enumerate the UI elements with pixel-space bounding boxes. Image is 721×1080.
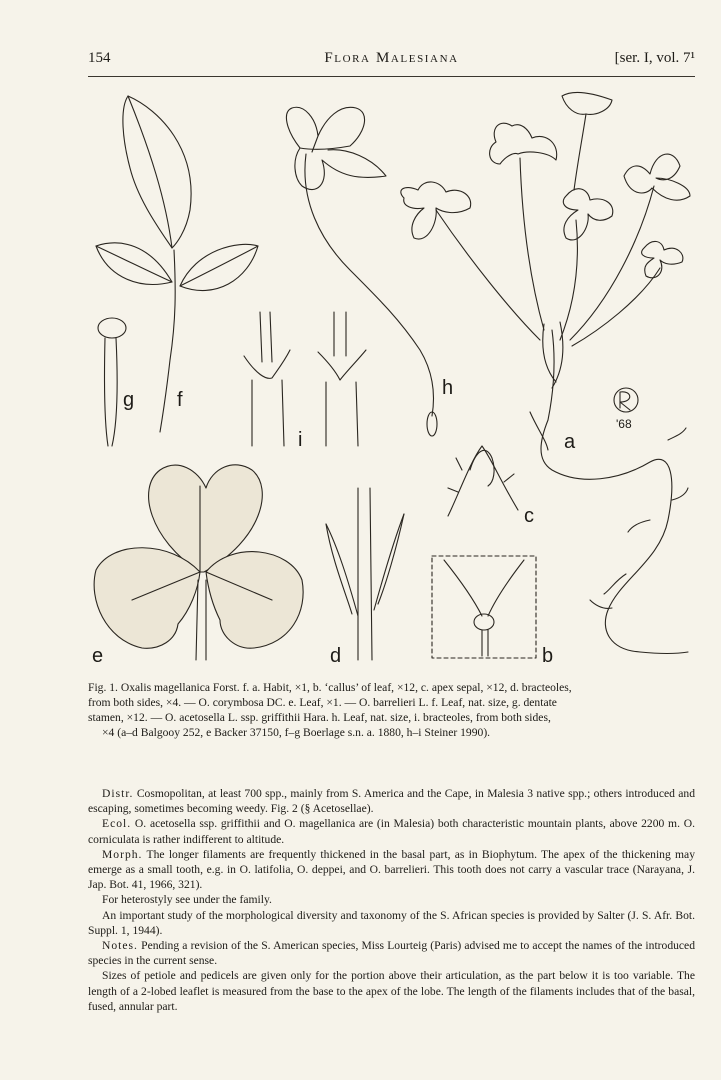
series-volume: [ser. I, vol. 7¹ xyxy=(614,50,695,66)
botanical-figure xyxy=(0,80,721,670)
figure-a-habit xyxy=(401,93,690,654)
caption-line: ×4 (a–d Balgooy 252, e Backer 37150, f–g Boerlage s.n. a. 1880, h–i Steiner 1990). xyxy=(102,726,491,739)
morphology-paragraph xyxy=(88,847,695,893)
distr-text: Cosmopolitan, at least 700 spp., mainly from S. America and the Cape, in Malesia 3 native spp.; others introduced and escaping, sometimes becoming weedy. Fig. 2 (§ Acetosellae). xyxy=(88,787,695,816)
caption-line: stamen, ×12. — O. acetosella L. ssp. griffithii Hara. h. Leaf, nat. size, i. bracteoles, from both sides, xyxy=(88,711,551,724)
figure-caption xyxy=(88,680,695,740)
figure-d-bracteoles xyxy=(326,488,404,660)
notes-label: Notes. xyxy=(102,939,138,953)
ecol-text: O. acetosella ssp. griffithii and O. magellanica are (in Malesia) both characteristic mountain plants, above 2200 m. O. corniculata is rather indifferent to altitude. xyxy=(88,817,695,846)
morph-text: The longer filaments are frequently thickened in the basal part, as in Biophytum. The apex of the thickening may emerge as a small tooth, e.g. in O. latifolia, O. deppei, and O. barrelieri. This tooth does not carry a vascular trace (Narayana, J. Jap. Bot. 41, 1966, 321). xyxy=(88,847,695,892)
label-e: e xyxy=(92,645,104,667)
figure-c-sepal xyxy=(448,446,518,516)
distr-label: Distr. xyxy=(102,787,134,800)
figure-g-stamen xyxy=(98,318,126,446)
page-number: 154 xyxy=(88,50,111,66)
illustrator-monogram xyxy=(614,388,638,412)
label-h: h xyxy=(442,377,454,399)
label-f: f xyxy=(177,389,183,411)
label-b: b xyxy=(542,645,554,667)
heterostyly-paragraph: For heterostyly see under the family. xyxy=(102,893,272,907)
body-text xyxy=(88,786,695,1014)
ecol-label: Ecol. xyxy=(102,817,132,831)
caption-line: Fig. 1. Oxalis magellanica Forst. f. a. Habit, ×1, b. ‘callus’ of leaf, ×12, c. apex sepal, ×12, d. bracteoles, xyxy=(88,681,572,694)
notes-text: Pending a revision of the S. American species, Miss Lourteig (Paris) advised me to accept the names of the introduced species in the current sense. xyxy=(88,939,696,968)
book-title: Flora Malesiana xyxy=(324,50,459,66)
label-d: d xyxy=(330,645,342,667)
ecology-paragraph xyxy=(88,816,695,846)
figure-b-callus xyxy=(432,556,536,658)
caption-line: from both sides, ×4. — O. corymbosa DC. e. Leaf, ×1. — O. barrelieri L. f. Leaf, nat. size, g. dentate xyxy=(88,696,557,709)
important-study-paragraph: An important study of the morphological diversity and taxonomy of the S. African species is provided by Salter (J. S. Afr. Bot. Suppl. 1, 1944). xyxy=(88,908,695,937)
figure-i-bracteoles xyxy=(244,312,366,446)
figure-e-leaf xyxy=(94,465,303,660)
monogram-year: '68 xyxy=(616,417,632,431)
running-header xyxy=(88,50,695,74)
figure-f-plant xyxy=(96,96,258,432)
label-g: g xyxy=(123,389,135,411)
label-a: a xyxy=(564,431,576,453)
figure-h-leaf xyxy=(286,107,437,436)
label-c: c xyxy=(524,505,534,527)
sizes-paragraph: Sizes of petiole and pedicels are given only for the portion above their articulation, as the part below it is too variable. The length of a 2-lobed leaflet is measured from the base to the apex of the lobe. The length of the filaments includes that of the basal, fused, annular part. xyxy=(88,969,695,1013)
label-i: i xyxy=(298,429,303,451)
header-rule xyxy=(88,76,695,77)
morph-label: Morph. xyxy=(102,847,143,861)
notes-paragraph xyxy=(88,938,695,968)
distribution-paragraph xyxy=(88,786,695,816)
